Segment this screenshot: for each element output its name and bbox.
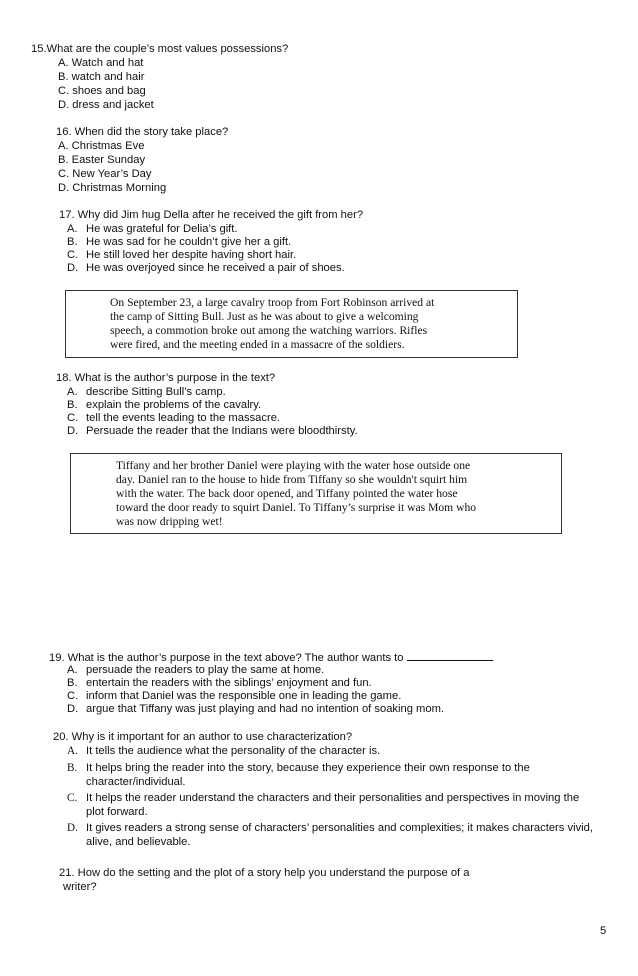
option-16b: B. Easter Sunday	[58, 154, 146, 166]
question-21-cont: writer?	[63, 881, 97, 893]
passage-2-line: toward the door ready to squirt Daniel. To Tiffany’s surprise it was Mom who	[116, 501, 477, 514]
answer-blank[interactable]	[407, 651, 493, 661]
option-17b: B. He was sad for he couldn’t give her a gift.	[67, 236, 292, 248]
option-19a: A. persuade the readers to play the same at home.	[67, 664, 325, 676]
option-20d-cont: alive, and believable.	[86, 836, 191, 848]
option-20b-cont: character/individual.	[86, 776, 186, 788]
question-18: 18. What is the author’s purpose in the text?	[56, 372, 276, 384]
passage-1-line: On September 23, a large cavalry troop from Fort Robinson arrived at	[110, 296, 435, 309]
option-17d: D. He was overjoyed since he received a pair of shoes.	[67, 262, 345, 274]
option-20a: A. It tells the audience what the personality of the character is.	[67, 745, 381, 757]
question-19: 19. What is the author’s purpose in the text above? The author wants to	[49, 651, 493, 665]
option-20d: D. It gives readers a strong sense of characters’ personalities and complexities; it makes characters vivid,	[67, 822, 593, 834]
option-19c: C. inform that Daniel was the responsible one in leading the game.	[67, 690, 402, 702]
option-19b: B. entertain the readers with the siblings’ enjoyment and fun.	[67, 677, 372, 689]
option-20b: B. It helps bring the reader into the story, because they experience their own response to the	[67, 762, 530, 774]
passage-1-line: speech, a commotion broke out among the watching warriors. Rifles	[110, 324, 428, 337]
passage-2-line: was now dripping wet!	[116, 515, 223, 528]
option-15a: A. Watch and hat	[58, 57, 144, 69]
option-17c: C. He still loved her despite having short hair.	[67, 249, 297, 261]
option-20c: C. It helps the reader understand the characters and their personalities and perspectives in moving the	[67, 792, 580, 804]
option-15b: B. watch and hair	[58, 71, 145, 83]
passage-2-line: Tiffany and her brother Daniel were playing with the water hose outside one	[116, 459, 471, 472]
passage-2-line: with the water. The back door opened, and Tiffany pointed the water hose	[116, 487, 458, 500]
option-18c: C. tell the events leading to the massacre.	[67, 412, 281, 424]
option-15d: D. dress and jacket	[58, 99, 154, 111]
question-15: 15.What are the couple’s most values possessions?	[31, 43, 289, 55]
question-20: 20. Why is it important for an author to use characterization?	[53, 731, 353, 743]
question-16: 16. When did the story take place?	[56, 126, 229, 138]
passage-1-line: the camp of Sitting Bull. Just as he was about to give a welcoming	[110, 310, 419, 323]
passage-1-line: were fired, and the meeting ended in a massacre of the soldiers.	[110, 338, 405, 351]
option-16a: A. Christmas Eve	[58, 140, 145, 152]
question-17: 17. Why did Jim hug Della after he received the gift from her?	[59, 209, 364, 221]
option-20c-cont: plot forward.	[86, 806, 148, 818]
question-21: 21. How do the setting and the plot of a story help you understand the purpose of a	[59, 867, 470, 879]
option-18b: B. explain the problems of the cavalry.	[67, 399, 262, 411]
option-18d: D. Persuade the reader that the Indians were bloodthirsty.	[67, 425, 358, 437]
option-16c: C. New Year’s Day	[58, 168, 152, 180]
page-number: 5	[600, 925, 607, 937]
option-16d: D. Christmas Morning	[58, 182, 167, 194]
option-15c: C. shoes and bag	[58, 85, 146, 97]
passage-2-line: day. Daniel ran to the house to hide from Tiffany so she wouldn't squirt him	[116, 473, 468, 486]
option-18a: A. describe Sitting Bull’s camp.	[67, 386, 226, 398]
option-17a: A. He was grateful for Delia’s gift.	[67, 223, 238, 235]
option-19d: D. argue that Tiffany was just playing and had no intention of soaking mom.	[67, 703, 445, 715]
